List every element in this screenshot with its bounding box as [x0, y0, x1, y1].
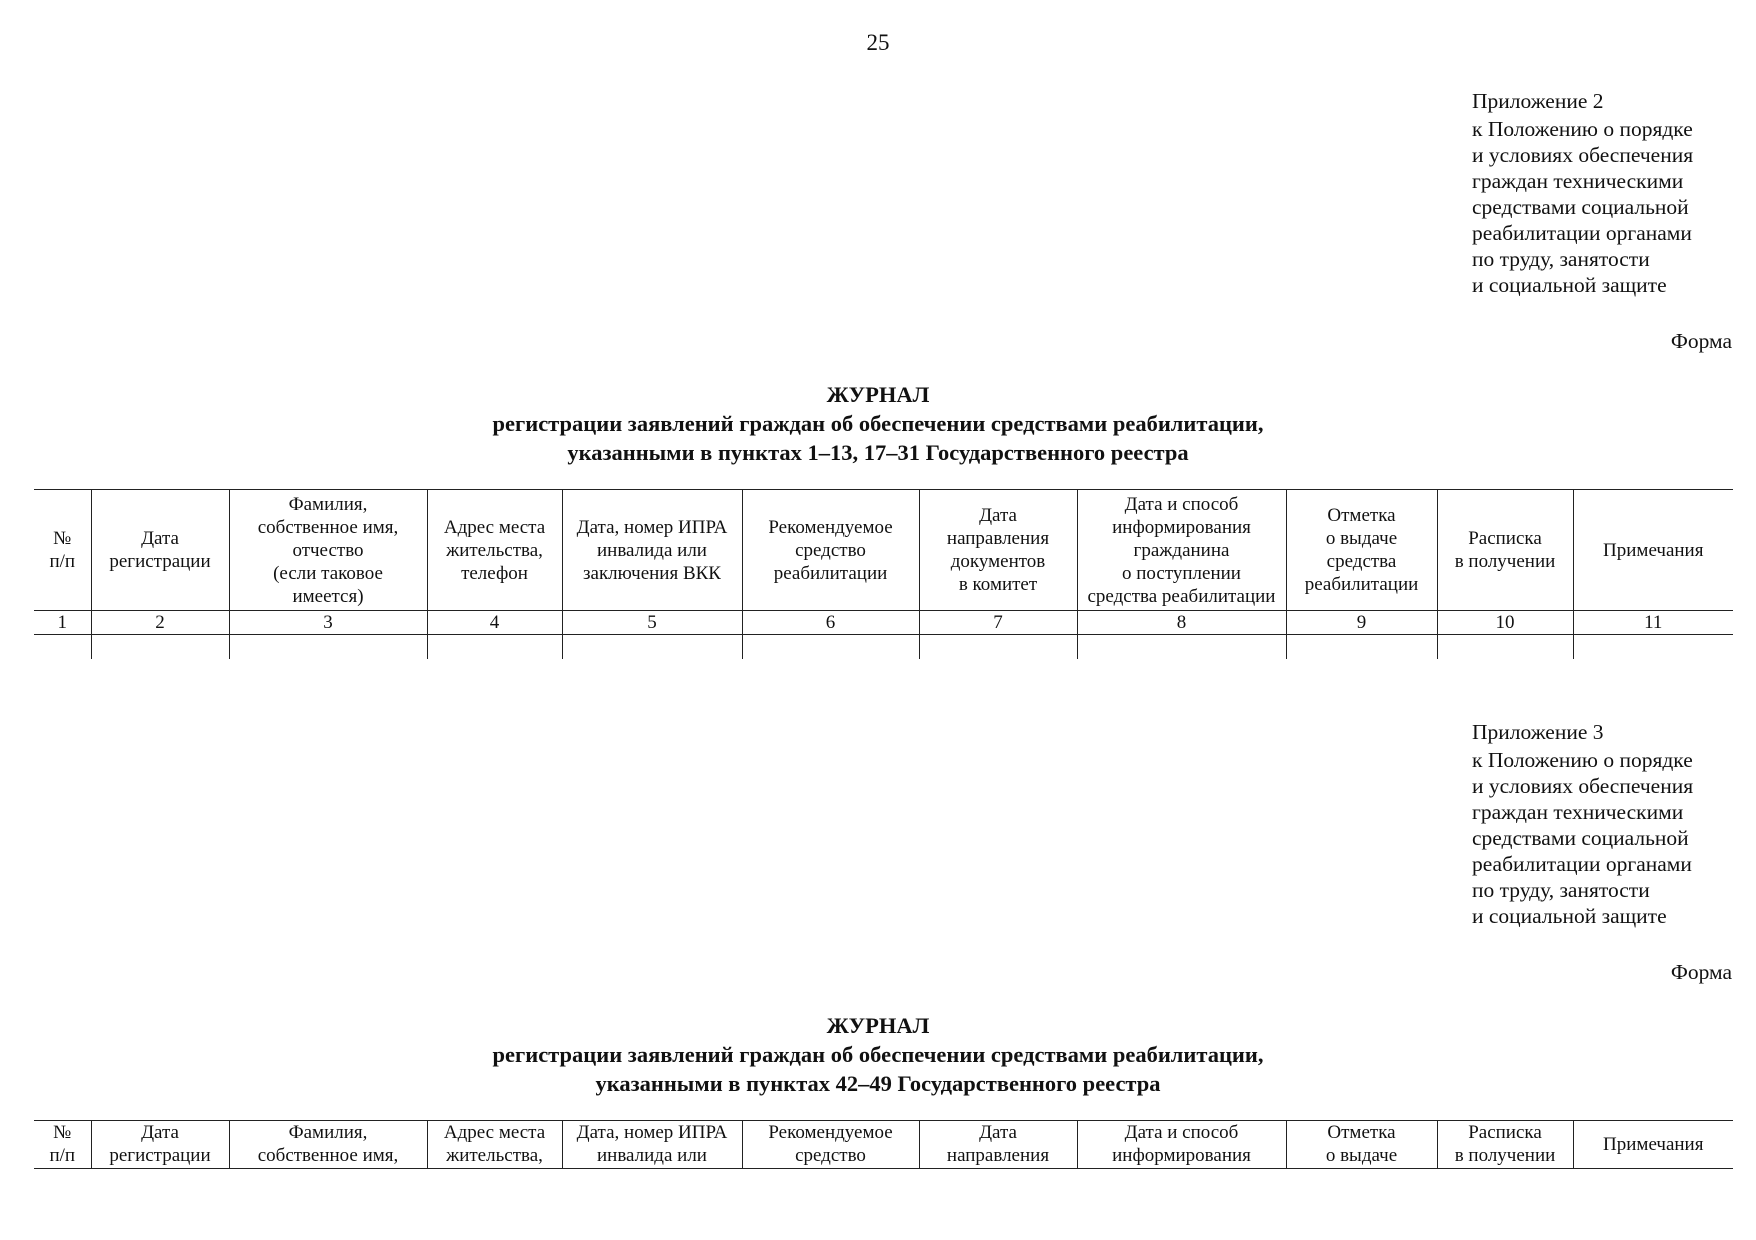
column-number: 7 [919, 611, 1077, 635]
appendix-3-line: граждан техническими [1472, 800, 1684, 824]
appendix-2-block [1472, 88, 1742, 298]
empty-cell [562, 635, 742, 660]
appendix-3-line: и условиях обеспечения [1472, 774, 1694, 798]
journal-1-empty-row [34, 635, 1733, 660]
column-header: Дата, номер ИПРА инвалида или заключения ВКК [562, 490, 742, 611]
column-number: 1 [34, 611, 91, 635]
column-header: Адрес места жительства, телефон [427, 490, 562, 611]
form-label-2: Форма [1670, 960, 1732, 984]
empty-cell [1437, 635, 1573, 660]
column-number: 3 [229, 611, 427, 635]
empty-cell [1573, 635, 1733, 660]
journal-1-heading [0, 380, 1756, 467]
column-number: 2 [91, 611, 229, 635]
column-header: Адрес места жительства, [427, 1121, 562, 1169]
column-header: Рекомендуемое средство реабилитации [742, 490, 919, 611]
journal-1-subtitle-2: указанными в пунктах 1–13, 17–31 Государственного реестра [567, 440, 1189, 465]
empty-cell [1286, 635, 1437, 660]
appendix-2-line: и условиях обеспечения [1472, 143, 1694, 167]
column-header: Дата и способ информирования [1077, 1121, 1286, 1169]
appendix-3-line: по труду, занятости [1472, 878, 1650, 902]
appendix-3-line: и социальной защите [1472, 904, 1667, 928]
column-number: 10 [1437, 611, 1573, 635]
column-header: Фамилия, собственное имя, [229, 1121, 427, 1169]
form-label-1: Форма [1670, 329, 1732, 353]
empty-cell [229, 635, 427, 660]
column-header: Рекомендуемое средство [742, 1121, 919, 1169]
appendix-3-block [1472, 719, 1742, 929]
page-number: 25 [866, 30, 890, 55]
column-number: 5 [562, 611, 742, 635]
empty-cell [1077, 635, 1286, 660]
empty-cell [34, 635, 91, 660]
empty-cell [742, 635, 919, 660]
column-header: Дата направления [919, 1121, 1077, 1169]
column-header: Отметка о выдаче [1286, 1121, 1437, 1169]
appendix-3-title: Приложение 3 [1472, 720, 1604, 744]
appendix-2-title: Приложение 2 [1472, 89, 1604, 113]
journal-2-subtitle-1: регистрации заявлений граждан об обеспечении средствами реабилитации, [492, 1042, 1264, 1067]
appendix-2-line: реабилитации органами [1472, 221, 1692, 245]
journal-2-header-row [34, 1121, 1733, 1169]
column-header: Отметка о выдаче средства реабилитации [1286, 490, 1437, 611]
column-header: № п/п [34, 490, 91, 611]
column-number: 4 [427, 611, 562, 635]
column-header: Расписка в получении [1437, 1121, 1573, 1169]
appendix-3-line: реабилитации органами [1472, 852, 1692, 876]
journal-1-header-row [34, 490, 1733, 611]
appendix-2-line: средствами социальной [1472, 195, 1689, 219]
column-number: 9 [1286, 611, 1437, 635]
column-header: Дата и способ информирования гражданина о поступлении средства реабилитации [1077, 490, 1286, 611]
appendix-2-line: и социальной защите [1472, 273, 1667, 297]
appendix-3-line: средствами социальной [1472, 826, 1689, 850]
column-header: Дата регистрации [91, 490, 229, 611]
empty-cell [919, 635, 1077, 660]
column-header: Примечания [1573, 1121, 1733, 1169]
empty-cell [427, 635, 562, 660]
column-header: Дата, номер ИПРА инвалида или [562, 1121, 742, 1169]
journal-2-title: ЖУРНАЛ [826, 1013, 930, 1038]
journal-2-subtitle-2: указанными в пунктах 42–49 Государственного реестра [595, 1071, 1161, 1096]
appendix-3-line: к Положению о порядке [1472, 748, 1693, 772]
appendix-2-line: по труду, занятости [1472, 247, 1650, 271]
column-header: Расписка в получении [1437, 490, 1573, 611]
column-number: 6 [742, 611, 919, 635]
empty-cell [91, 635, 229, 660]
journal-1-subtitle-1: регистрации заявлений граждан об обеспечении средствами реабилитации, [492, 411, 1264, 436]
appendix-2-line: к Положению о порядке [1472, 117, 1693, 141]
journal-1-table [34, 489, 1733, 659]
journal-1-number-row [34, 611, 1733, 635]
journal-1-title: ЖУРНАЛ [826, 382, 930, 407]
column-header: № п/п [34, 1121, 91, 1169]
column-header: Дата направления документов в комитет [919, 490, 1077, 611]
journal-2-table-clip [34, 1120, 1733, 1172]
column-header: Фамилия, собственное имя, отчество (если таковое имеется) [229, 490, 427, 611]
column-number: 8 [1077, 611, 1286, 635]
column-number: 11 [1573, 611, 1733, 635]
column-header: Примечания [1573, 490, 1733, 611]
journal-2-table [34, 1120, 1733, 1169]
appendix-2-line: граждан техническими [1472, 169, 1684, 193]
column-header: Дата регистрации [91, 1121, 229, 1169]
journal-2-heading [0, 1011, 1756, 1098]
